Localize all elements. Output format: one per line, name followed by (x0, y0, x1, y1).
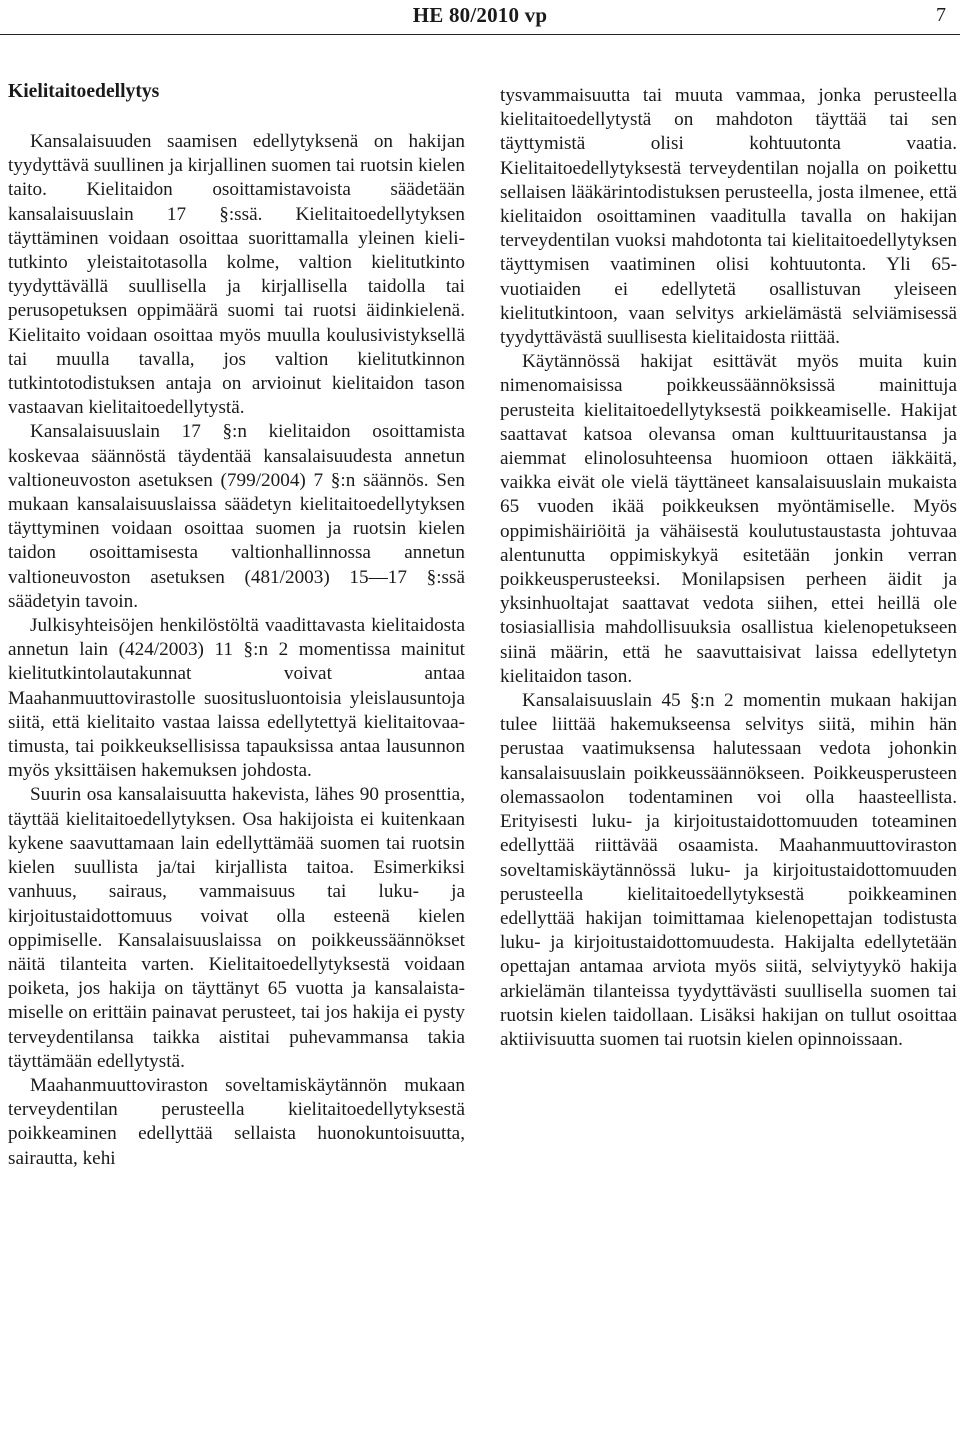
page-header (0, 0, 960, 34)
paragraph: Julkisyhteisöjen henkilöstöltä vaadittavasta kielitaidosta annetun lain (424/2003) 11 §:n 2 momentissa mainitut kielitutkintolautakunnat voivat antaa Maahanmuuttovirastolle suositusluontoisia yleislausuntoja siitä, että kielitaito vastaa laissa edellytettyä kielitaitovaatimusta, tai poikkeuksellisissa tapauksissa antaa lausunnon myös yksittäisen hakemuksen johdosta. (8, 615, 465, 782)
section-heading: Kielitaitoedellytys (8, 81, 160, 102)
paragraph: tysvammaisuutta tai muuta vammaa, jonka perusteella kielitaitoedellytystä on mahdoton täyttää tai sen täyttymistä olisi kohtuutonta vaatia. Kielitaitoedellytyksestä terveydentilan nojalla on poikettu sellaisen lääkärintodistuksen perusteella, josta ilmenee, että kielitaidon osoittaminen vaaditulla tavalla on hakijan terveydentilan vuoksi mahdotonta tai kielitaitoedellytyksen täyttymisen vaatiminen olisi kohtuutonta. Yli 65-vuotiaiden ei edellytetä osallistuvan yleiseen kielitutkintoon, vaan selvitys arkielämästä selviämisessä tyydyttävästä suullisesta kielitaidosta riittää. (500, 85, 957, 349)
paragraph: Kansalaisuuden saamisen edellytyksenä on hakijan tyydyttävä suullinen ja kirjallinen suomen tai ruotsin kielen taito. Kielitaidon osoittamistavoista säädetään kansalaisuuslain 17 §:ssä. Kielitaitoedellytyksen täyttäminen voidaan osoittaa suorittamalla yleinen kielitutkinto yleistaitotasolla kolme, valtion kielitutkinto tyydyttävällä suullisella ja kirjallisella taidolla tai perusopetuksen oppimäärä suomi tai ruotsi äidinkielenä. Kielitaito voidaan osoittaa myös muulla koulusivistyksellä tai muulla tavalla, jos valtion kielitutkinnon tutkintotodistuksen antaja on arvioinut kielitaidon tason vastaavan kielitaitoedellytystä. (8, 131, 465, 419)
paragraph: Kansalaisuuslain 17 §:n kielitaidon osoittamista koskevaa säännöstä täydentää kansalaisuudesta annetun valtioneuvoston asetuksen (799/2004) 7 §:n säännös. Sen mukaan kansalaisuuslaissa säädetyn kielitaitoedellytyksen täyttyminen voidaan osoittaa suomen ja ruotsin kielen taidon osoittamisesta valtionhallinnossa annetun valtioneuvoston asetuksen (481/2003) 15—17 §:ssä säädetyin tavoin. (8, 421, 465, 612)
right-column (500, 84, 957, 1052)
paragraph: Suurin osa kansalaisuutta hakevista, lähes 90 prosenttia, täyttää kielitaitoedellytyksen. Osa hakijoista ei kuitenkaan kykene saavuttamaan lain edellyttämää suomen tai ruotsin kielen suullista ja/tai kirjallista taitoa. Esimerkiksi vanhuus, sairaus, vammaisuus tai luku- ja kirjoitustaidottomuus voivat olla esteenä kielen oppimiselle. Kansalaisuuslaissa on poikkeussäännökset näitä tilanteita varten. Kielitaitoedellytyksestä voidaan poiketa, jos hakija on täyttänyt 65 vuotta ja kansalaistamiselle on erittäin painavat perusteet, tai jos hakija ei pysty terveydentilansa taikka aistitai puhevammansa takia täyttämään edellytystä. (8, 784, 465, 1072)
paragraph: Maahanmuuttoviraston soveltamiskäytännön mukaan terveydentilan perusteella kielitaitoedellytyksestä poikkeaminen edellyttää sellaista huonokuntoisuutta, sairautta, kehi (8, 1074, 465, 1169)
document-id: HE 80/2010 vp (412, 3, 548, 27)
paragraph: Käytännössä hakijat esittävät myös muita kuin nimenomaisissa poikkeussäännöksissä mainittuja perusteita kielitaitoedellytyksestä poikkeamiselle. Hakijat saattavat katsoa olevansa oman kulttuuritaustansa ja aiemmat elinolosuhteensa huomioon ottaen iäkkäitä, vaikka eivät ole vielä täyttäneet kansalaisuuslain mukaista 65 vuoden ikää poikkeuksen myöntämiselle. Myös oppimishäiriöitä ja vähäisestä koulutustaustasta johtuvaa alentunutta oppimiskykyä esitetään jonkin verran poikkeusperusteeksi. Monilapsisen perheen äidit ja yksinhuoltajat saattavat vedota siihen, ettei heillä ole tosiasiallisia mahdollisuuksia osallistua kielenopetukseen siinä määrin, että he saavuttaisivat laissa edellytetyn kielitaidon tason. (500, 351, 957, 687)
page-number: 7 (936, 4, 946, 26)
paragraph: Kansalaisuuslain 45 §:n 2 momentin mukaan hakijan tulee liittää hakemukseensa selvitys siitä, mihin hän perustaa vaatimuksensa halutessaan vedota johonkin kansalaisuuslain poikkeussäännökseen. Poikkeusperusteen olemassaolon todentaminen voi olla haasteellista. Erityisesti luku- ja kirjoitustaidottomuuden toteaminen edellyttää riittävää osaamista. Maahanmuuttoviraston soveltamiskäytännössä luku- ja kirjoitustaidottomuuden perusteella kielitaitoedellytyksestä poikkeaminen edellyttää hakijan toimittamaa kielenopettajan todistusta luku- ja kirjoitustaidottomuudesta. Hakijalta edellytetään opettajan antamaa arviota myös siitä, selviytyykö hakija arkielämän tilanteissa tyydyttävästi suullisella suomen tai ruotsin kielen taidollaan. Lisäksi hakijan on tullut osoittaa aktiivisuutta suomen tai ruotsin kielen opinnoissaan. (500, 690, 957, 1050)
header-rule (0, 34, 960, 35)
left-column (8, 80, 465, 1171)
